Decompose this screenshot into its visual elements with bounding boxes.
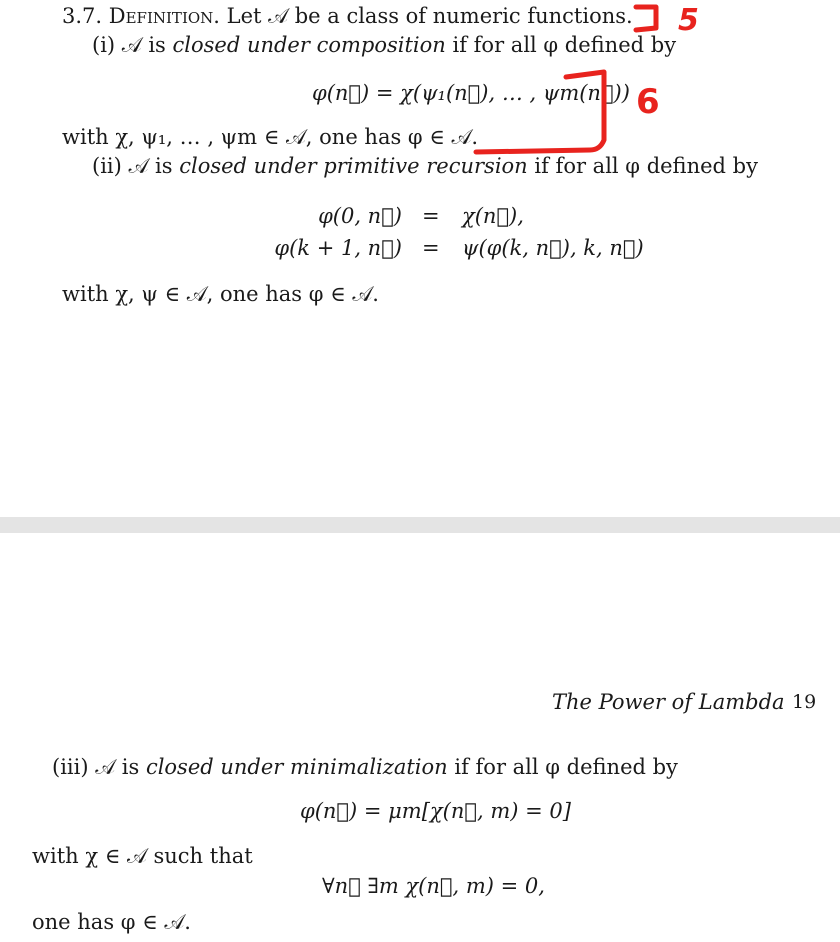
item-ii-condition: with χ, ψ ∈ 𝒜, one has φ ∈ 𝒜. bbox=[62, 282, 379, 306]
totality-equation: ∀n⃗ ∃m χ(n⃗, m) = 0, bbox=[322, 874, 545, 898]
heading-number: 3.7. bbox=[62, 4, 103, 28]
heading-text: Let 𝒜 be a class of numeric functions. bbox=[226, 4, 633, 28]
item-ii-suffix: if for all φ defined by bbox=[534, 154, 758, 178]
recursion-eq2-equals: = bbox=[422, 236, 440, 260]
composition-equation: φ(n⃗) = χ(ψ₁(n⃗), … , ψm(n⃗)) bbox=[312, 81, 630, 105]
recursion-eq2-rhs: ψ(φ(k, n⃗), k, n⃗) bbox=[462, 236, 644, 260]
running-head: The Power of Lambda bbox=[552, 690, 785, 714]
page-number: 19 bbox=[792, 691, 817, 713]
minimalization-equation: φ(n⃗) = μm[χ(n⃗, m) = 0] bbox=[300, 799, 571, 823]
bracket-5-icon bbox=[636, 7, 656, 30]
annotation-mark-6: 6 bbox=[636, 82, 660, 122]
recursion-eq1-lhs: φ(0, n⃗) bbox=[318, 204, 402, 228]
item-iii-intro bbox=[52, 754, 678, 780]
item-i-condition: with χ, ψ₁, … , ψm ∈ 𝒜, one has φ ∈ 𝒜. bbox=[62, 125, 479, 149]
recursion-eq1-rhs: χ(n⃗), bbox=[462, 204, 524, 228]
item-ii-prefix: (ii) 𝒜 is bbox=[92, 154, 173, 178]
item-iii-prefix: (iii) 𝒜 is bbox=[52, 755, 140, 779]
item-iii-suffix: if for all φ defined by bbox=[454, 755, 678, 779]
item-iii-term: closed under minimalization bbox=[145, 755, 448, 779]
recursion-eq2-lhs: φ(k + 1, n⃗) bbox=[274, 236, 402, 260]
annotation-mark-5: 5 bbox=[678, 3, 699, 38]
heading-label: Definition bbox=[108, 4, 214, 28]
recursion-eq1-equals: = bbox=[422, 204, 440, 228]
item-iii-condition: with χ ∈ 𝒜 such that bbox=[32, 844, 253, 868]
item-i-suffix: if for all φ defined by bbox=[452, 33, 677, 57]
item-i-term: closed under composition bbox=[172, 33, 446, 57]
page-divider bbox=[0, 517, 840, 533]
item-ii-term: closed under primitive recursion bbox=[179, 154, 528, 178]
item-iii-conclusion: one has φ ∈ 𝒜. bbox=[32, 910, 191, 934]
item-i-prefix: (i) 𝒜 is bbox=[92, 33, 166, 57]
bracket-6-icon bbox=[476, 72, 604, 152]
definition-heading: 3.7. Definition. Let 𝒜 be a class of numeric functions. bbox=[62, 4, 633, 28]
